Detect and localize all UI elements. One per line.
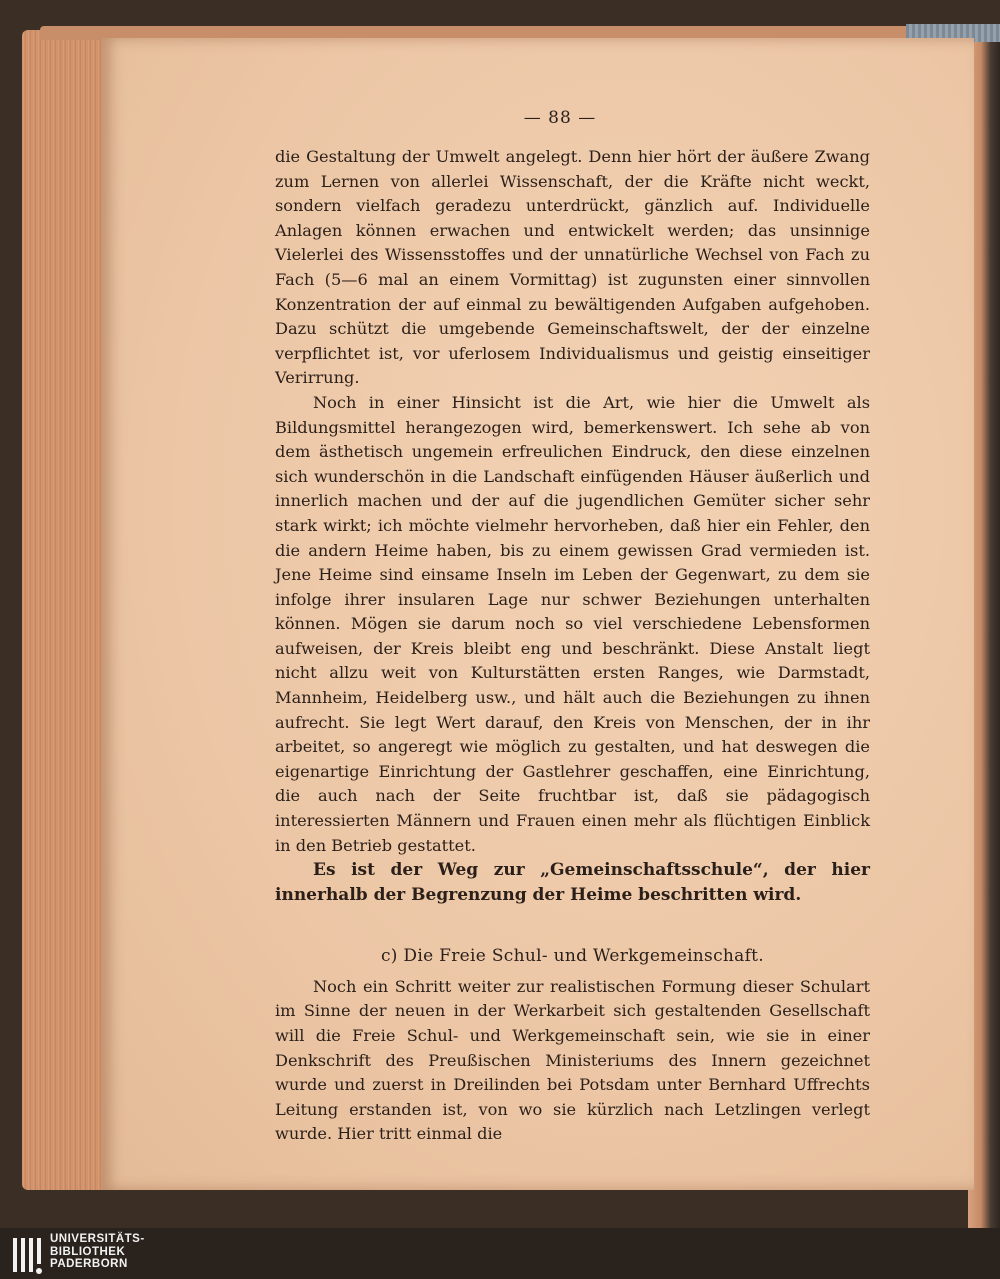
logo-line-3: PADERBORN [50,1258,128,1270]
library-logo-icon [12,1234,46,1276]
emphasized-statement: Es ist der Weg zur „Gemeinschaftsschule“, der hier innerhalb der Begrenzung der Heime beschritten wird. [275,860,870,906]
paragraph-3: Noch ein Schritt weiter zur realistischen Formung dieser Schulart im Sinne der neuen in der Werkarbeit sich gestaltenden Gesellschaft will die Freie Schul- und Werkgemeinschaft sein, wie sie in einer Denkschrift des Preußischen Ministeriums des Innern gezeichnet wurde und zuerst in Dreilinden bei Potsdam unter Bernhard Uffrechts Leitung erstanden ist, von wo sie kürzlich nach Letzlingen verlegt wurde. Hier tritt einmal die [275,976,870,1144]
page-number: — 88 — [523,108,597,128]
section-heading: c) Die Freie Schul- und Werkgemeinschaft. [380,946,765,967]
library-logo-text [50,1233,145,1271]
page-body [275,145,870,1147]
paragraph-1: die Gestaltung der Umwelt angelegt. Denn hier hört der äußere Zwang zum Lernen von allerlei Wissenschaft, der die Kräfte nicht weckt, sondern vielfach geradezu unterdrückt, gänzlich auf. Individuelle Anlagen können erwachen und entwickelt werden; das unsinnige Vielerlei des Wissensstoffes und der unnatürliche Wechsel von Fach zu Fach (5—6 mal an einem Vormittag) ist zugunsten einer sinnvollen Konzentration der auf einmal zu bewältigenden Aufgaben aufgehoben. Dazu schützt die umgebende Gemeinschaftswelt, der der einzelne verpflichtet ist, vor uferlosem Individualismus und geistig einseitiger Verirrung. [275,147,870,388]
footer-bar [0,1228,1000,1279]
logo-line-1: UNIVERSITÄTS- [50,1233,145,1245]
logo-line-2: BIBLIOTHEK [50,1245,126,1258]
book-page-edges [22,30,112,1190]
paragraph-2: Noch in einer Hinsicht ist die Art, wie hier die Umwelt als Bildungsmittel herangezogen wird, bemerkenswert. Ich sehe ab von dem ästhetisch ungemein erfreulichen Eindruck, den diese einzelnen sich wunderschön in die Landschaft einfügenden Häuser äußerlich und innerlich machen und der auf die jugendlichen Gemüter sicher sehr stark wirkt; ich möchte vielmehr hervorheben, daß hier ein Fehler, den die andern Heime haben, bis zu einem gewissen Grad vermieden ist. Jene Heime sind einsame Inseln im Leben der Gegenwart, zu dem sie infolge ihrer insularen Lage nur schwer Beziehungen unterhalten können. Mögen sie darum noch so viel verschiedene Lebensformen aufweisen, der Kreis bleibt eng und beschränkt. Diese Anstalt liegt nicht allzu weit von Kulturstätten ersten Ranges, wie Darmstadt, Mannheim, Heidelberg usw., und hält auch die Beziehungen zu ihnen aufrecht. Sie legt Wert darauf, den Kreis von Menschen, der in ihr arbeitet, so angeregt wie möglich zu gestalten, und hat deswegen die eigenartige Einrichtung der Gastlehrer geschaffen, eine Einrichtung, die auch nach der Seite fruchtbar ist, daß sie pädagogisch interessierten Männern und Frauen einen mehr als flüchtigen Einblick in den Betrieb gestattet. [275,392,870,855]
